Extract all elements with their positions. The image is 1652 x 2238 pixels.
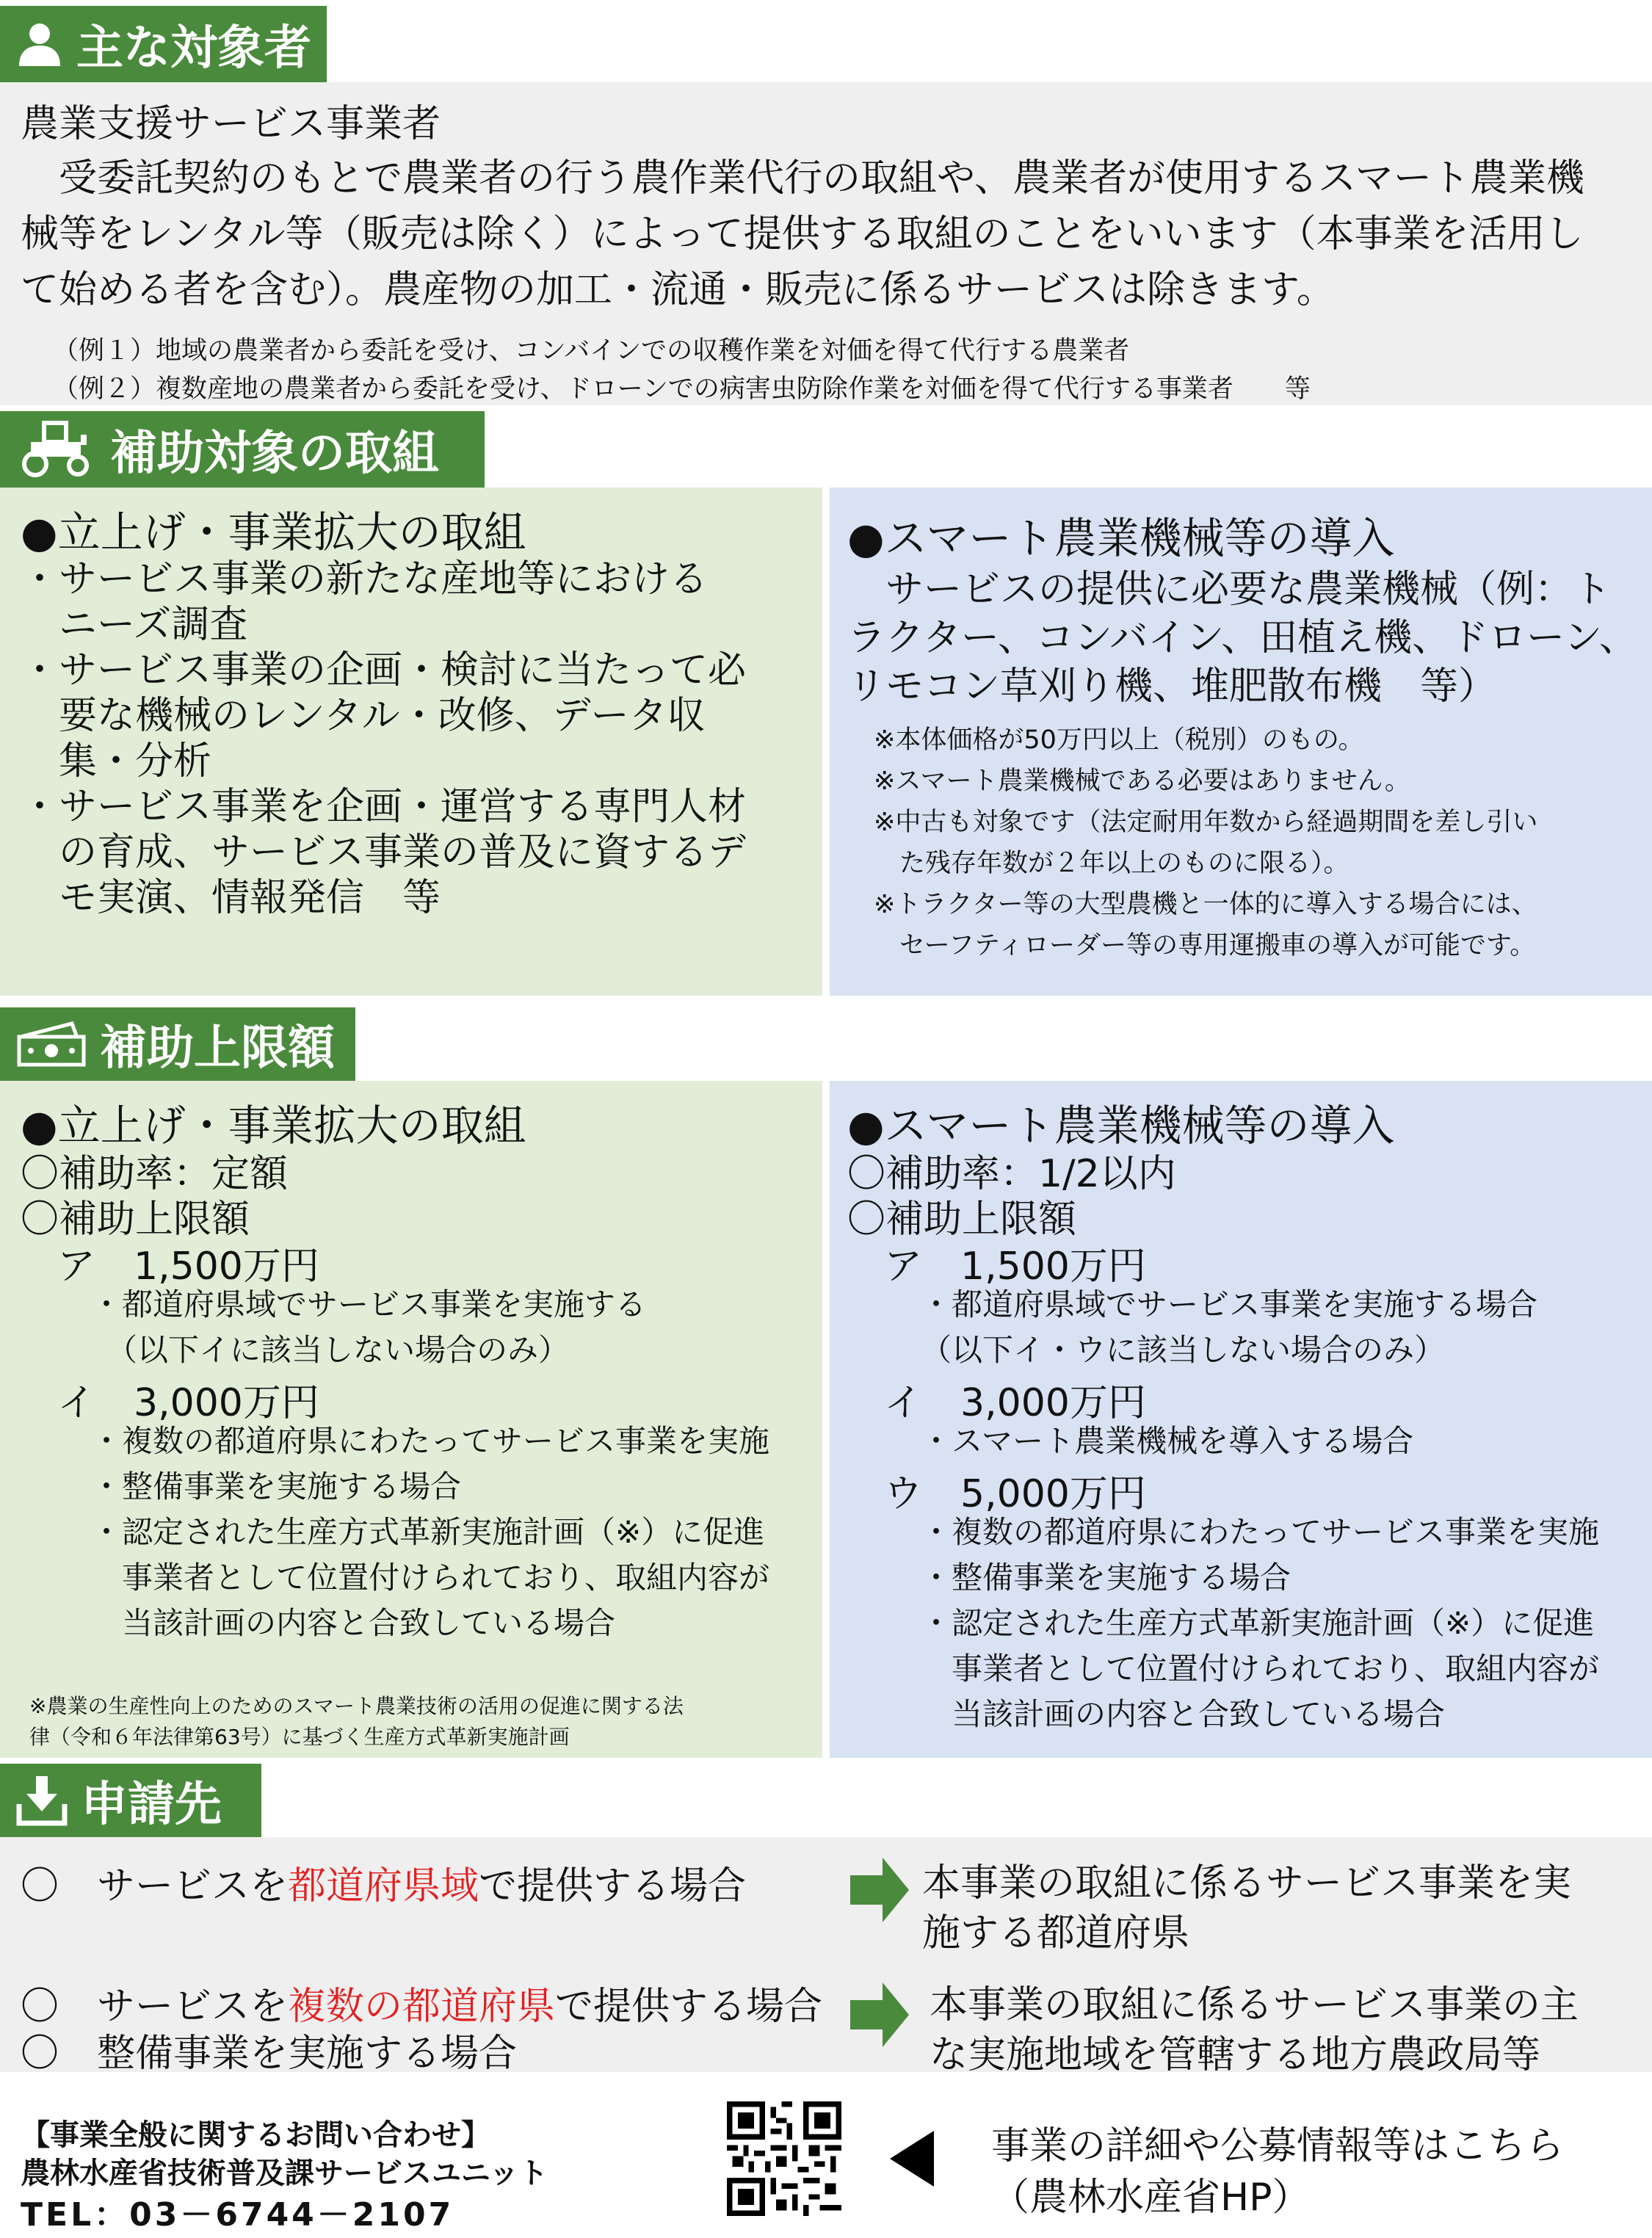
limits-right-panel bbox=[830, 1081, 1652, 1758]
projects-left-line: ・サービス事業の企画・検討に当たって必 bbox=[21, 648, 747, 692]
limit-condition: ・整備事業を実施する場合 bbox=[91, 1469, 462, 1504]
limit-condition: ・都道府県域でサービス事業を実施する bbox=[91, 1286, 647, 1322]
right-arrow-icon bbox=[850, 1855, 909, 1925]
target-example: （例２）複数産地の農業者から委託を受け、ドローンでの病害虫防除作業を対価を得て代行する事業者 等 bbox=[53, 374, 1311, 404]
projects-right-panel bbox=[830, 488, 1652, 996]
target-para-line: 受委託契約のもとで農業者の行う農作業代行の取組や、農業者が使用するスマート農業機 bbox=[21, 156, 1584, 200]
left-pointer-icon bbox=[890, 2131, 934, 2187]
tractor-icon bbox=[16, 420, 97, 479]
projects-left-line: ニーズ調査 bbox=[21, 603, 248, 647]
limit-condition: 当該計画の内容と合致している場合 bbox=[91, 1605, 616, 1641]
apply-panel bbox=[0, 1837, 1652, 2077]
apply-row-text: で提供する場合 bbox=[555, 1985, 823, 2029]
limits-left-panel bbox=[0, 1081, 822, 1758]
contact-link-sub: （農林水産省HP） bbox=[991, 2176, 1311, 2220]
apply-row-text: 〇 サービスを bbox=[21, 1864, 289, 1908]
person-icon bbox=[16, 21, 63, 68]
qr-code-icon[interactable] bbox=[727, 2101, 841, 2216]
section-header-apply bbox=[0, 1764, 261, 1837]
projects-left-line: の育成、サービス事業の普及に資するデ bbox=[21, 830, 747, 874]
limit-amount: ウ 5,000万円 bbox=[884, 1472, 1146, 1516]
section-header-target bbox=[0, 6, 327, 82]
limit-condition: ・認定された生産方式革新実施計画（※）に促進 bbox=[921, 1605, 1595, 1641]
limit-amount: ア 1,500万円 bbox=[884, 1245, 1146, 1289]
limit-condition: （以下イに該当しない場合のみ） bbox=[91, 1332, 570, 1368]
contact-heading: 【事業全般に関するお問い合わせ】 bbox=[21, 2118, 490, 2152]
limit-amount: イ 3,000万円 bbox=[884, 1381, 1146, 1425]
money-icon bbox=[16, 1021, 87, 1068]
limits-right-rate: 〇補助率：1/2以内 bbox=[847, 1152, 1176, 1196]
limit-condition: ・都道府県域でサービス事業を実施する場合 bbox=[921, 1286, 1538, 1322]
projects-right-title: ●スマート農業機械等の導入 bbox=[847, 513, 1395, 563]
contact-org: 農林水産省技術普及課サービスユニット bbox=[21, 2156, 548, 2190]
section-header-projects-label: 補助対象の取組 bbox=[110, 427, 439, 481]
target-para-line: 械等をレンタル等（販売は除く）によって提供する取組のことをいいます（本事業を活用し bbox=[21, 212, 1584, 256]
projects-right-line: リモコン草刈り機、堆肥散布機 等） bbox=[847, 664, 1497, 709]
right-arrow-icon bbox=[850, 1980, 909, 2050]
inbox-download-icon bbox=[16, 1775, 68, 1826]
projects-right-note: セーフティローダー等の専用運搬車の導入が可能です。 bbox=[874, 931, 1536, 960]
section-header-projects bbox=[0, 411, 485, 488]
projects-left-line: ・サービス事業の新たな産地等における bbox=[21, 557, 709, 601]
section-header-limits bbox=[0, 1007, 355, 1081]
projects-left-line: ・サービス事業を企画・運営する専門人材 bbox=[21, 785, 747, 829]
projects-left-panel bbox=[0, 488, 822, 996]
projects-right-note: た残存年数が２年以上のものに限る）。 bbox=[874, 849, 1350, 878]
limit-condition: 当該計画の内容と合致している場合 bbox=[921, 1696, 1446, 1732]
limits-left-title: ●立上げ・事業拡大の取組 bbox=[21, 1101, 526, 1151]
target-para-line: て始める者を含む）。農産物の加工・流通・販売に係るサービスは除きます。 bbox=[21, 268, 1335, 312]
apply-row-prefecture bbox=[21, 1855, 746, 1910]
projects-right-line: サービスの提供に必要な農業機械（例：ト bbox=[847, 568, 1612, 612]
limit-condition: ・認定された生産方式革新実施計画（※）に促進 bbox=[91, 1514, 765, 1550]
limit-condition: ・複数の都道府県にわたってサービス事業を実施 bbox=[91, 1423, 770, 1459]
limit-condition: ・スマート農業機械を導入する場合 bbox=[921, 1423, 1414, 1459]
projects-left-line: 集・分析 bbox=[21, 739, 212, 783]
projects-right-note: ※トラクター等の大型農機と一体的に導入する場合には、 bbox=[874, 890, 1537, 919]
section-header-target-label: 主な対象者 bbox=[76, 21, 311, 76]
contact-tel: TEL：03－6744－2107 bbox=[21, 2196, 454, 2234]
target-example: （例１）地域の農業者から委託を受け、コンバインでの収穫作業を対価を得て代行する農業者 bbox=[53, 336, 1130, 366]
apply-row-highlight: 都道府県域 bbox=[288, 1864, 479, 1908]
limits-left-footnote: ※農業の生産性向上のためのスマート農業技術の活用の促進に関する法 bbox=[29, 1694, 684, 1718]
limits-right-title: ●スマート農業機械等の導入 bbox=[847, 1101, 1395, 1151]
projects-left-line: モ実演、情報発信 等 bbox=[21, 876, 441, 920]
limit-condition: ・整備事業を実施する場合 bbox=[921, 1560, 1291, 1596]
apply-dest-prefecture: 施する都道府県 bbox=[922, 1911, 1190, 1955]
projects-left-line: 要な機械のレンタル・改修、データ収 bbox=[21, 694, 706, 738]
apply-row-highlight: 複数の都道府県 bbox=[288, 1985, 556, 2029]
projects-right-note: ※中古も対象です（法定耐用年数から経過期間を差し引い bbox=[874, 808, 1538, 837]
target-panel bbox=[0, 82, 1652, 405]
limit-condition: （以下イ・ウに該当しない場合のみ） bbox=[921, 1332, 1446, 1368]
limits-right-cap: 〇補助上限額 bbox=[847, 1198, 1077, 1242]
section-header-limits-label: 補助上限額 bbox=[100, 1021, 335, 1076]
limits-left-cap: 〇補助上限額 bbox=[21, 1198, 250, 1242]
apply-dest-prefecture: 本事業の取組に係るサービス事業を実 bbox=[922, 1861, 1572, 1905]
contact-link-text[interactable]: 事業の詳細や公募情報等はこちら bbox=[991, 2124, 1565, 2168]
apply-dest-bureau: 本事業の取組に係るサービス事業の主 bbox=[930, 1983, 1579, 2027]
apply-row-text: 〇 サービスを bbox=[21, 1985, 289, 2029]
limit-condition: ・複数の都道府県にわたってサービス事業を実施 bbox=[921, 1514, 1600, 1550]
limit-condition: 事業者として位置付けられており、取組内容が bbox=[921, 1651, 1600, 1687]
projects-left-title: ●立上げ・事業拡大の取組 bbox=[21, 507, 526, 557]
limit-condition: 事業者として位置付けられており、取組内容が bbox=[91, 1560, 770, 1596]
limits-left-rate: 〇補助率：定額 bbox=[21, 1152, 289, 1196]
projects-right-line: ラクター、コンバイン、田植え機、ドローン、 bbox=[847, 616, 1637, 660]
limits-left-footnote: 律（令和６年法律第63号）に基づく生産方式革新実施計画 bbox=[29, 1725, 570, 1749]
limit-amount: ア 1,500万円 bbox=[57, 1245, 319, 1289]
section-header-apply-label: 申請先 bbox=[81, 1778, 222, 1832]
apply-row-text: で提供する場合 bbox=[479, 1864, 747, 1908]
limit-amount: イ 3,000万円 bbox=[57, 1381, 319, 1425]
projects-right-note: ※本体価格が50万円以上（税別）のもの。 bbox=[874, 725, 1364, 755]
apply-row-maintenance: 〇 整備事業を実施する場合 bbox=[21, 2032, 518, 2076]
apply-dest-bureau: な実施地域を管轄する地方農政局等 bbox=[930, 2033, 1541, 2077]
projects-right-note: ※スマート農業機械である必要はありません。 bbox=[874, 767, 1410, 796]
target-title: 農業支援サービス事業者 bbox=[21, 102, 441, 146]
